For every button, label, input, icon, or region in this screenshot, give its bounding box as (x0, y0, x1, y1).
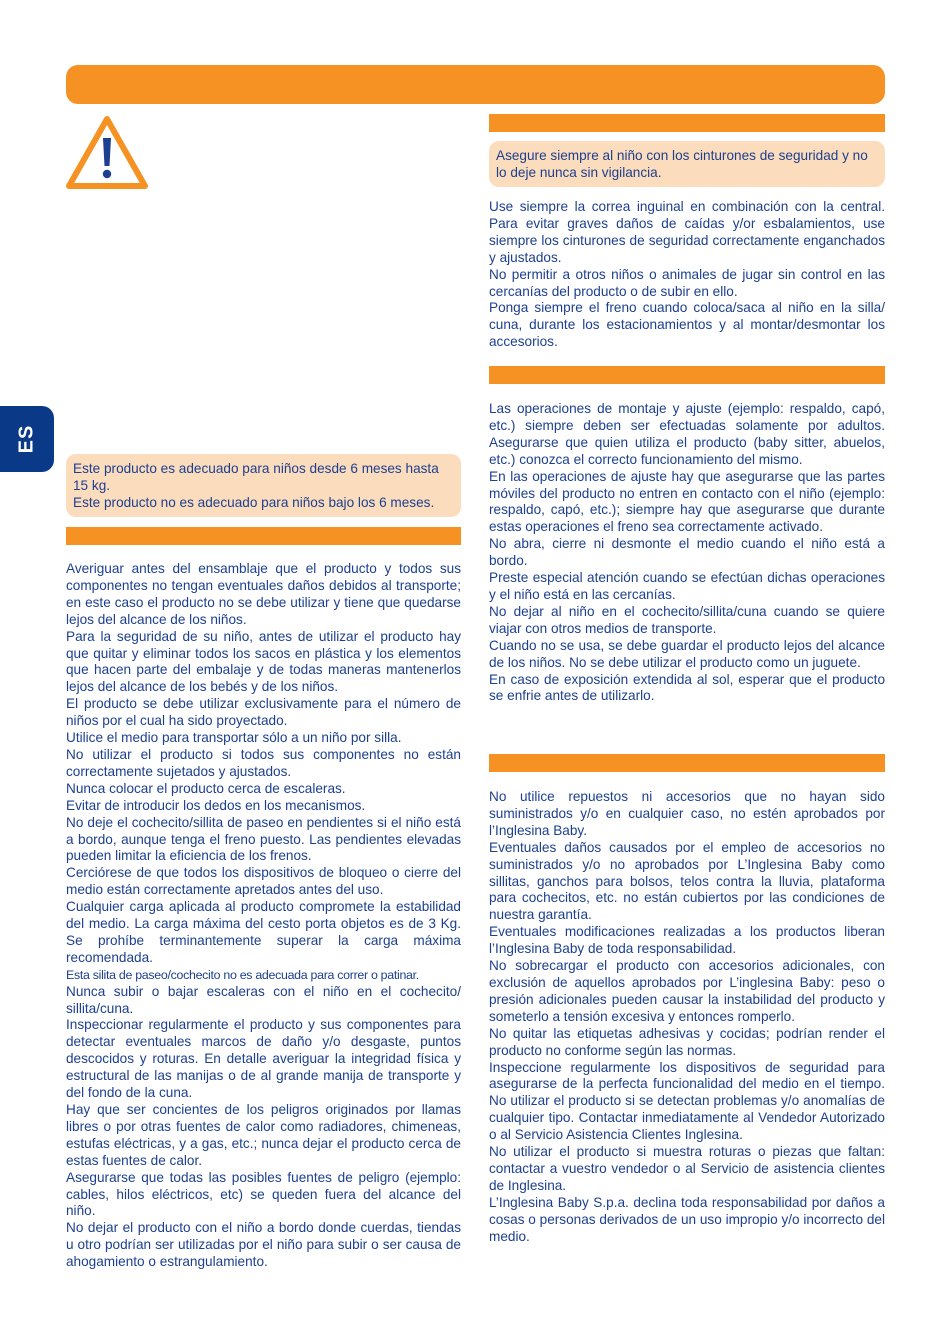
section-bar-right-1 (489, 114, 885, 132)
paragraph: Las operaciones de montaje y ajuste (ejemplo: respaldo, capó, etc.) siempre deben ser efectuadas solamente por adultos. Asegurarse que quien utiliza el producto (baby sitter, abuelos, etc.) conozca el correcto funcionamiento del mismo. (489, 401, 885, 467)
paragraph: Cualquier carga aplicada al producto compromete la estabilidad del medio. La carga máxima del cesto porta objetos es de 3 Kg. Se prohíbe terminantemente superar la carga máxima recomendada. (66, 899, 461, 965)
paragraph: Cuando no se usa, se debe guardar el producto lejos del alcance de los niños. No se debe utilizar el producto como un juguete. (489, 637, 885, 670)
paragraph: Utilice el medio para transportar sólo a un niño por silla. (66, 730, 402, 746)
right-section-1-text (489, 199, 885, 351)
paragraph: No dejar al niño en el cochecito/sillita/cuna cuando se quiere viajar con otros medios de transporte. (489, 603, 885, 636)
paragraph: No utilizar el producto si muestra roturas o piezas que faltan: contactar a vuestro vendedor o al Servicio de asistencia clientes de Inglesina. (489, 1144, 885, 1193)
belt-note (489, 141, 885, 187)
right-section-3-text (489, 789, 885, 1245)
paragraph: Preste especial atención cuando se efectúan dichas operaciones y el niño está en las cercanías. (489, 570, 885, 602)
age-note-line: Este producto es adecuado para niños desde 6 meses hasta 15 kg. (73, 461, 439, 493)
paragraph: Nunca colocar el producto cerca de escaleras. (66, 780, 346, 796)
header-bar (66, 65, 885, 104)
paragraph: Para la seguridad de su niño, antes de utilizar el producto hay que quitar y eliminar todos los sacos en plástica y los elementos que hacen parte del embalaje y de todas maneras mantenerlos lejos del alcance de los bebés y de los niños. (66, 628, 461, 695)
paragraph: Eventuales modificaciones realizadas a los productos liberan l’Inglesina Baby de toda responsabilidad. (489, 924, 885, 957)
belt-note-text: Asegure siempre al niño con los cinturones de seguridad y no lo deje nunca sin vigilancia. (496, 148, 868, 180)
paragraph: Averiguar antes del ensamblaje que el producto y todos sus componentes no tengan eventuales daños debidos al transporte; en este caso el producto no se debe utilizar y tiene que quedarse lejos del alcance de los niños. (66, 561, 461, 627)
paragraph: Esta silita de paseo/cochecito no es adecuada para correr o patinar. (66, 967, 419, 982)
paragraph: Use siempre la correa inguinal en combinación con la central. Para evitar graves daños de caídas y/or esbalamientos, use siempre los cinturones de seguridad correctamente enganchados y ajustados. (489, 199, 885, 265)
warning-triangle-icon (64, 114, 150, 192)
paragraph: No sobrecargar el producto con accesorios adicionales, con exclusión de aquellos aprobados por L’inglesina Baby: peso o presión adicionales pueden causar la instabilidad del producto y someterlo a tensión excesiva y entonces romperlo. (489, 958, 885, 1024)
age-note-line: Este producto no es adecuado para niños bajo los 6 meses. (73, 495, 435, 510)
right-section-2-text (489, 401, 885, 705)
paragraph: Hay que ser concientes de los peligros originados por llamas libres o por otras fuentes de calor como radiadores, chimeneas, estufas eléctricas, y a gas, etc.; nunca dejar el producto cerca de estas fuentes de calor. (66, 1102, 461, 1168)
section-bar-right-2 (489, 366, 885, 384)
paragraph: No deje el cochecito/sillita de paseo en pendientes si el niño está a bordo, aunque tenga el freno puesto. Las pendientes elevadas pueden limitar la eficiencia de los frenos. (66, 814, 461, 864)
left-column-text (66, 561, 461, 1271)
paragraph: No utilice repuestos ni accesorios que no hayan sido suministrados y/o en cualquier caso, no estén aprobados por l’Inglesina Baby. (489, 789, 885, 838)
section-bar-left (66, 527, 461, 545)
paragraph: Ponga siempre el freno cuando coloca/saca al niño en la silla/ cuna, durante los estacionamientos y al montar/desmontar los accesorios. (489, 300, 885, 350)
paragraph: El producto se debe utilizar exclusivamente para el número de niños por el cual ha sido proyectado. (66, 696, 461, 729)
paragraph: En las operaciones de ajuste hay que asegurarse que las partes móviles del producto no entren en contacto con el niño (ejemplo: respaldo, capó, etc.); siempre hay que asegurarse que durante estas operaciones el freno sea correctamente activado. (489, 468, 885, 535)
paragraph: L’Inglesina Baby S.p.a. declina toda responsabilidad por daños a cosas o personas derivados de un uso impropio y/o incorrecto del medio. (489, 1194, 885, 1244)
paragraph: Eventuales daños causados por el empleo de accesorios no suministrados y/o no aprobados por L’Inglesina Baby como sillitas, ganchos para bolsos, telos contra la lluvia, plataforma para cochecitos, etc. no están cubiertos por las condiciones de nuestra garantía. (489, 839, 885, 923)
paragraph: Inspeccione regularmente los dispositivos de seguridad para asegurarse de la perfecta funcionalidad del medio en el tiempo. No utilizar el producto si se detectan problemas y/o anomalías de cualquier tipo. Contactar inmediatamente al Vendedor Autorizado o al Servicio Asistencia Clientes Inglesina. (489, 1059, 885, 1143)
paragraph: Evitar de introducir los dedos en los mecanismos. (66, 797, 366, 813)
paragraph: No utilizar el producto si todos sus componentes no están correctamente sujetados y ajustados. (66, 746, 461, 779)
paragraph: No quitar las etiquetas adhesivas y cocidas; podrían render el producto no conforme según las normas. (489, 1025, 885, 1058)
paragraph: No dejar el producto con el niño a bordo donde cuerdas, tiendas u otro podrían ser utilizadas por el niño para subir o ser causa de ahogamiento o estrangulamiento. (66, 1220, 461, 1270)
language-tab (0, 406, 54, 472)
section-bar-right-3 (489, 754, 885, 772)
paragraph: En caso de exposición extendida al sol, esperar que el producto se enfrie antes de utilizarlo. (489, 671, 885, 704)
language-tab-label: ES (15, 424, 38, 454)
age-note (66, 454, 461, 517)
paragraph: Nunca subir o bajar escaleras con el niño en el cochecito/ sillita/cuna. (66, 983, 461, 1016)
paragraph: No permitir a otros niños o animales de jugar sin control en las cercanías del producto o de subir en ello. (489, 266, 885, 299)
paragraph: Asegurarse que todas las posibles fuentes de peligro (ejemplo: cables, hilos eléctricos, etc) se queden fuera del alcance del niño. (66, 1169, 461, 1219)
paragraph: Cerciórese de que todos los dispositivos de bloqueo o cierre del medio están correctamente apretados antes del uso. (66, 865, 461, 898)
paragraph: Inspeccionar regularmente el producto y sus componentes para detectar eventuales marcos de daño y/o desgaste, puntos descocidos y roturas. En detalle averiguar la integridad física y estructural de las manijas o de al grande manija de transporte y del fondo de la cuna. (66, 1017, 461, 1101)
paragraph: No abra, cierre ni desmonte el medio cuando el niño está a bordo. (489, 536, 885, 569)
